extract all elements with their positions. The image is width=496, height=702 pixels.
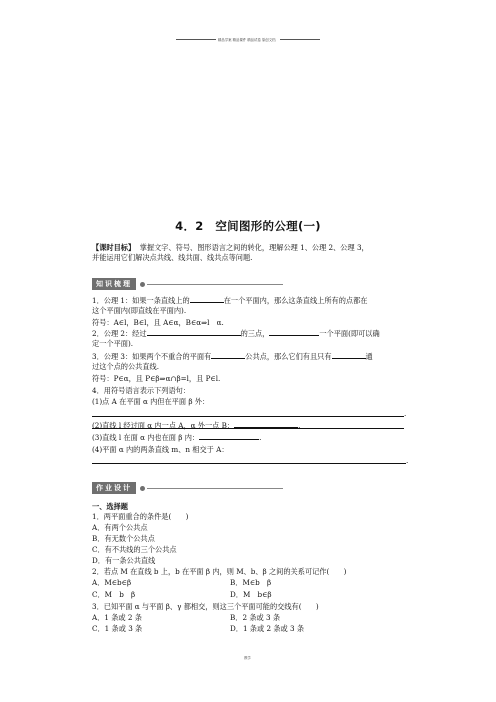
- knowledge-line: 定一个平面).: [92, 339, 134, 348]
- section-badge-homework: 作业设计: [92, 482, 136, 494]
- knowledge-line: 符号：P∈α，且 P∈β⇒α∩β=l，且 P∈l.: [92, 374, 221, 383]
- page-footer: 教学: [244, 656, 251, 660]
- section-rule: [147, 488, 283, 489]
- knowledge-line: (3)直线 l 在面 α 内也在面 β 内： .: [92, 433, 262, 442]
- homework-heading: 一、选择题: [92, 502, 128, 511]
- section-badge-knowledge: 知识梳理: [92, 278, 136, 290]
- section-knowledge: [92, 278, 283, 290]
- goal-label: 【课时目标】: [92, 243, 136, 252]
- option-d[interactable]: D．M b∈β: [230, 590, 272, 599]
- section-dot-icon: [140, 486, 145, 491]
- knowledge-line: (2)直线 l 经过面 α 内一点 A，α 外一点 B： .: [92, 421, 301, 430]
- question-stem: 1．两平面重合的条件是( ): [92, 512, 189, 521]
- fill-blank[interactable]: [147, 329, 241, 336]
- knowledge-line: 3．公理 3：如果两个不重合的平面有 公共点，那么它们有且只有 通: [92, 352, 373, 361]
- answer-line[interactable]: [92, 416, 404, 417]
- knowledge-line: 符号：A∈l，B∈l，且 A∈α，B∈α⇒l α.: [92, 318, 224, 327]
- question-stem: 3．已知平面 α 与平面 β、γ 都相交，则这三个平面可能的交线有( ): [92, 602, 319, 611]
- question-stem: 2．若点 M 在直线 b 上，b 在平面 β 内，则 M、b、β 之间的关系可记作( ): [92, 567, 347, 576]
- option-c[interactable]: C．M b β: [92, 590, 136, 599]
- answer-line[interactable]: [92, 463, 406, 464]
- header-text: 精品学案 精品课件 精品试卷 原创文档: [218, 38, 276, 42]
- option-c[interactable]: C．1 条或 3 条: [92, 624, 143, 633]
- knowledge-line: 4．用符号语言表示下列语句：: [92, 386, 191, 395]
- knowledge-line: (4)平面 α 内的两条直线 m、n 相交于 A：: [92, 445, 229, 454]
- fill-blank[interactable]: [234, 421, 298, 428]
- option-d[interactable]: D．1 条或 2 条或 3 条: [230, 624, 305, 633]
- fill-blank[interactable]: [269, 329, 319, 336]
- fill-blank[interactable]: [199, 433, 259, 440]
- section-homework: [92, 482, 283, 494]
- knowledge-line: 2．公理 2：经过 的三点， 一个平面(即可以确: [92, 329, 380, 338]
- fill-blank[interactable]: [190, 296, 224, 303]
- header-rule-right: [280, 39, 320, 40]
- option-b[interactable]: B．2 条或 3 条: [230, 613, 281, 622]
- option-b[interactable]: B．有无数个公共点: [92, 534, 155, 543]
- knowledge-line: 1．公理 1：如果一条直线上的 在一个平面内，那么这条直线上所有的点都在: [92, 296, 368, 305]
- option-a[interactable]: A．1 条或 2 条: [92, 613, 142, 622]
- fill-blank[interactable]: [211, 352, 245, 359]
- goal-line-1: [92, 243, 369, 252]
- header-rule-left: [176, 39, 216, 40]
- fill-blank[interactable]: [332, 352, 366, 359]
- knowledge-line: 这个平面内(即直线在平面内).: [92, 306, 187, 315]
- option-d[interactable]: D．有一条公共直线: [92, 556, 156, 565]
- knowledge-line: (1)点 A 在平面 α 内但在平面 β 外：: [92, 397, 210, 406]
- goal-text-1: 掌握文字、符号、图形语言之间的转化，理解公理 1、公理 2、公理 3，: [139, 243, 369, 252]
- option-a[interactable]: A．有两个公共点: [92, 523, 148, 532]
- section-rule: [147, 284, 283, 285]
- page-title: 4．2 空间图形的公理(一): [175, 219, 321, 233]
- knowledge-line: 过这个点的公共直线.: [92, 362, 159, 371]
- goal-line-2: 并能运用它们解决点共线、线共面、线共点等问题.: [92, 253, 253, 262]
- option-a[interactable]: A．M∈b∈β: [92, 578, 132, 587]
- section-dot-icon: [140, 282, 145, 287]
- option-b[interactable]: B．M∈b β: [230, 578, 272, 587]
- option-c[interactable]: C．有不共线的三个公共点: [92, 545, 177, 554]
